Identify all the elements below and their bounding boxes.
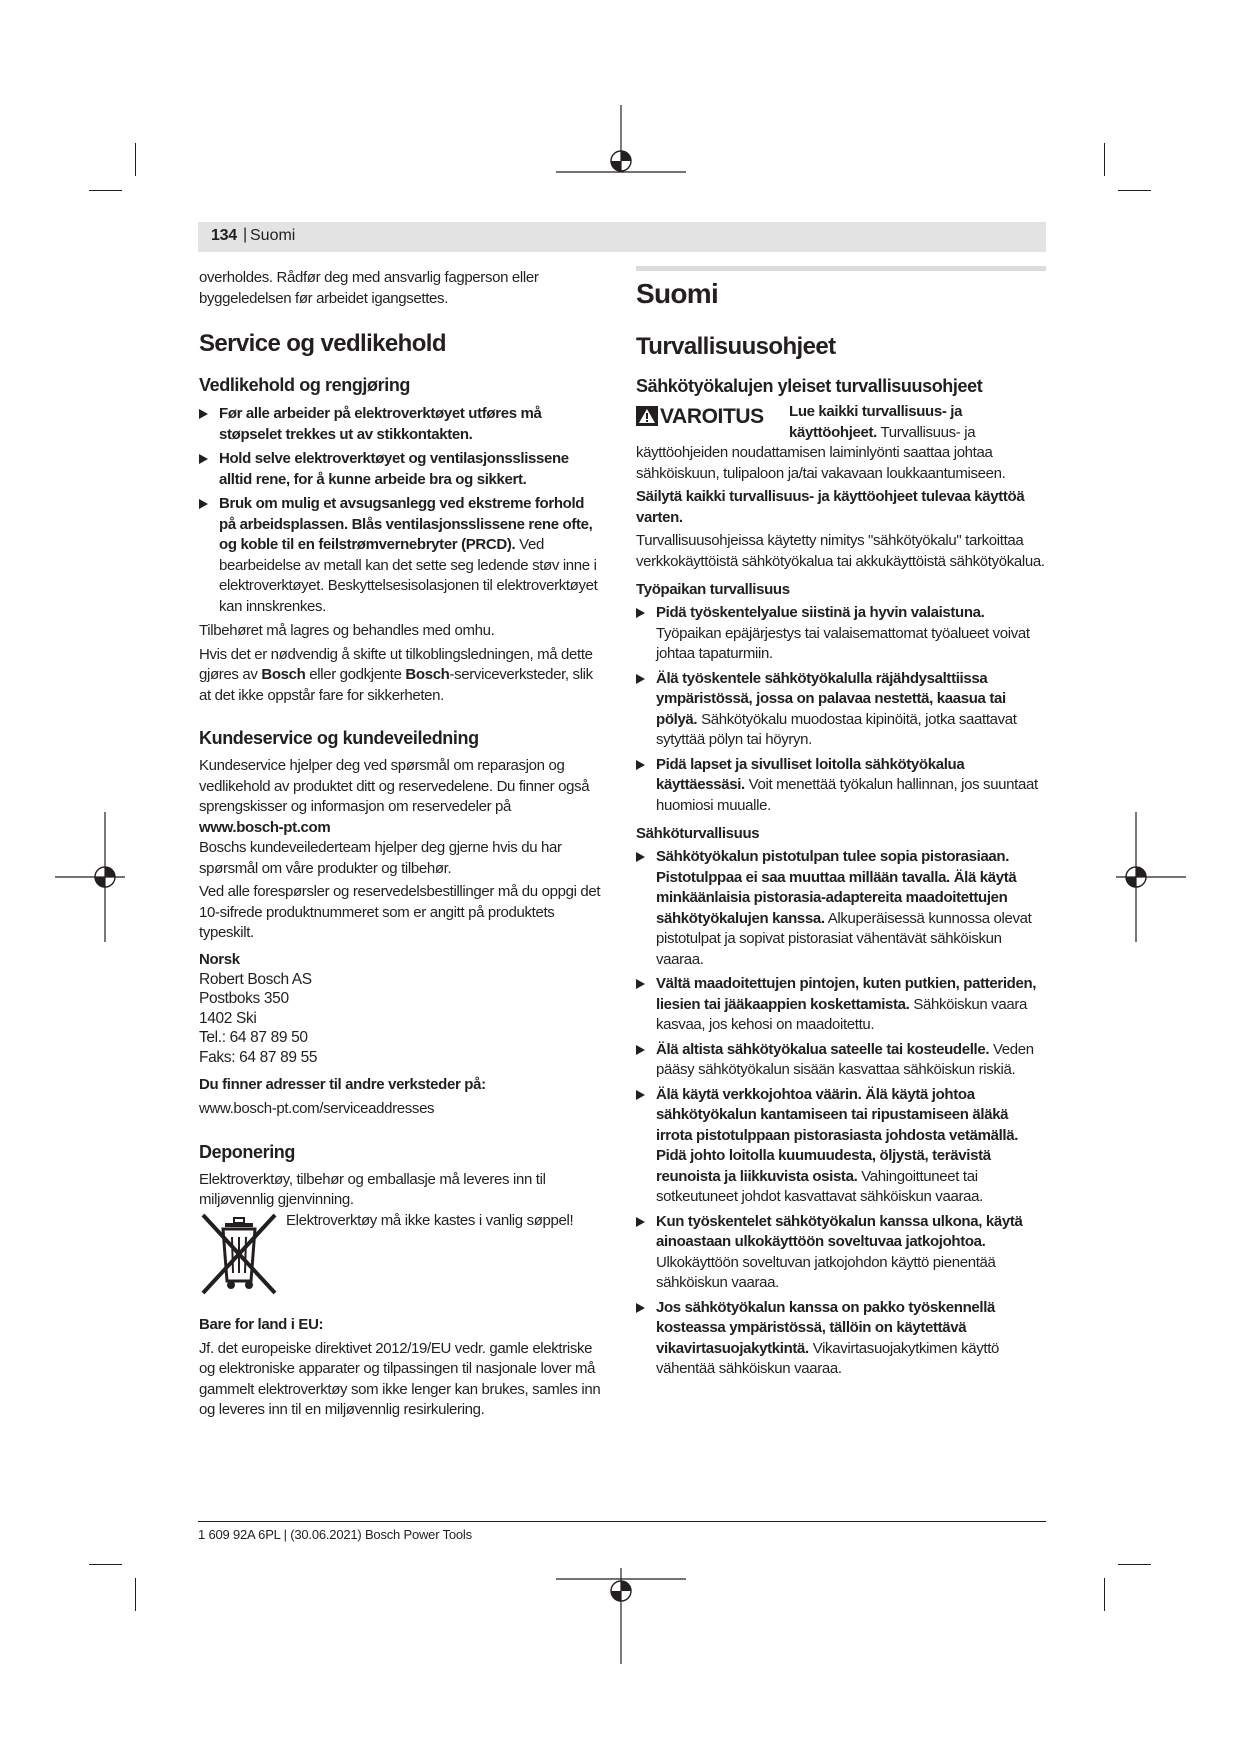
fax-line: Faks: 64 87 89 55	[199, 1048, 318, 1066]
workplace-heading: Työpaikan turvallisuus	[636, 581, 790, 598]
bullet-arrow-icon	[636, 674, 645, 684]
bullet-bold-text: Älä työskentele sähkötyökalulla räjähdysalttiissa ympäristössä, jossa on palavaa nestettä, kaasua tai pölyä.	[656, 669, 1006, 728]
crop-mark	[89, 1564, 122, 1565]
bullet-arrow-icon	[636, 1303, 645, 1313]
electrical-list	[636, 847, 1046, 1380]
language-heading: Suomi	[636, 278, 719, 309]
bullet-text: Sähköiskun vaara kasvaa, jos kehosi on maadoitettu.	[656, 995, 1027, 1033]
bullet-text: Ved bearbeidelse av metall kan det sette seg ledende støv inne i elektroverktøyet. Beskyttelsesisolasjonen til elektroverktøyet kan innskrenkes.	[219, 536, 598, 615]
bullet-text: Sähkötyökalu muodostaa kipinöitä, jotka saattavat sytyttää pölyn tai höyryn.	[656, 710, 1017, 748]
cable-text-part: Hvis det er nødvendig å skifte ut tilkoblingsledningen, må dette gjøres av	[199, 645, 593, 683]
disposal-text: Elektroverktøy, tilbehør og emballasje må leveres inn til miljøvennlig gjenvinning.	[199, 1170, 546, 1208]
list-item	[636, 974, 1046, 1036]
list-item	[199, 494, 604, 617]
warning-label-text: VAROITUS	[660, 405, 764, 428]
bullet-arrow-icon	[636, 760, 645, 770]
bullet-bold-text: Pidä työskentelyalue siistinä ja hyvin valaistuna.	[656, 604, 985, 621]
list-item	[636, 1085, 1046, 1208]
product-number-text: Ved alle forespørsler og reservedelsbestillinger må du oppgi det 10-sifrede produktnummeret som er angitt på produktets typeskilt.	[199, 883, 601, 941]
bullet-arrow-icon	[636, 1045, 645, 1055]
weee-text: Elektroverktøy må ikke kastes i vanlig søppel!	[286, 1211, 574, 1229]
bullet-bold-text: Før alle arbeider på elektroverktøyet utføres må støpselet trekkes ut av stikkontakten.	[219, 405, 542, 443]
registration-mark-icon	[1116, 812, 1186, 942]
bullet-text: Veden pääsy sähkötyökalun sisään kasvattaa sähköiskun riskiä.	[656, 1040, 1034, 1078]
intro-text: overholdes. Rådfør deg med ansvarlig fagperson eller byggeledelsen før arbeidet igangsettes.	[199, 269, 539, 307]
service-heading: Service og vedlikehold	[199, 330, 446, 357]
crop-mark	[1118, 1564, 1151, 1565]
bullet-arrow-icon	[636, 1090, 645, 1100]
crop-mark	[89, 190, 122, 191]
bullet-bold-text: Jos sähkötyökalun kanssa on pakko työskennellä kosteassa ympäristössä, tällöin on käytettävä vikavirtasuojakytkintä.	[656, 1298, 996, 1357]
footer-rule	[198, 1521, 1046, 1522]
bullet-bold-text: Kun työskentelet sähkötyökalun kanssa ulkona, käytä ainoastaan ulkokäyttöön soveltuvaa jatkojohtoa.	[656, 1212, 1023, 1250]
page-number: 134	[211, 227, 237, 244]
address-block	[199, 970, 604, 1068]
weee-notice	[199, 1211, 604, 1301]
registration-mark-icon	[556, 1568, 686, 1664]
bullet-arrow-icon	[636, 852, 645, 862]
right-column	[636, 278, 1046, 1384]
maintenance-list	[199, 404, 604, 617]
customer-text: Kundeservice hjelper deg ved spørsmål om reparasjon og vedlikehold av produktet ditt og reservedelene. Du finner også sprengskisser og informasjon om reservedeler på	[199, 757, 590, 815]
header-language: Suomi	[250, 227, 296, 244]
brand-text: Bosch	[405, 666, 450, 683]
list-item	[636, 1212, 1046, 1294]
crop-mark	[1118, 190, 1151, 191]
country-heading: Norsk	[199, 950, 240, 968]
bullet-text: Voit menettää työkalun hallinnan, jos suuntaat huomiosi muualle.	[656, 776, 1038, 814]
disposal-heading: Deponering	[199, 1141, 296, 1162]
cable-text-part: -serviceverksteder, slik at det ikke oppstår fare for sikkerheten.	[199, 666, 593, 704]
safety-heading: Turvallisuusohjeet	[636, 333, 836, 360]
bullet-text: Alkuperäisessä kunnossa olevat pistotulpat ja sopivat pistorasiat vähentävät sähköiskun vaaraa.	[656, 909, 1032, 968]
bullet-bold-text: Pidä lapset ja sivulliset loitolla sähkötyökalua käyttäessäsi.	[656, 755, 965, 793]
crop-mark	[135, 1578, 136, 1611]
cable-text	[199, 645, 604, 707]
address-line: Robert Bosch AS	[199, 970, 312, 988]
list-item	[636, 755, 1046, 817]
list-item	[199, 449, 604, 490]
bullet-text: Vikavirtasuojakytkimen käyttö vähentää sähköiskun vaaraa.	[656, 1339, 1000, 1377]
list-item	[636, 669, 1046, 751]
bullet-bold-text: Hold selve elektroverktøyet og ventilasjonsslissene alltid rene, for å kunne arbeide bra og sikkert.	[219, 450, 569, 488]
warning-text: Turvallisuus- ja käyttöohjeiden noudattamisen laiminlyönti saattaa johtaa sähköiskuun, tulipaloon ja/tai vakavaan loukkaantumiseen.	[636, 423, 1006, 482]
warning-label-box	[636, 402, 789, 442]
general-safety-heading: Sähkötyökalujen yleiset turvallisuusohjeet	[636, 376, 983, 396]
list-item	[636, 847, 1046, 970]
header-separator: |	[243, 226, 248, 243]
warning-label	[636, 406, 764, 428]
workplace-list	[636, 603, 1046, 816]
list-item	[636, 1298, 1046, 1380]
address-line: Postboks 350	[199, 990, 289, 1007]
warning-triangle-icon	[636, 406, 658, 426]
warning-block	[636, 402, 1046, 484]
term-definition-text: Turvallisuusohjeissa käytetty nimitys "sähkötyökalu" tarkoittaa verkkokäyttöistä sähkötyökalua tai akkukäyttöistä sähkötyökalua.	[636, 532, 1045, 570]
bullet-bold-text: Vältä maadoitettujen pintojen, kuten putkien, patteriden, liesien tai jääkaappien koskettamista.	[656, 975, 1037, 1013]
eu-directive-text: Jf. det europeiske direktivet 2012/19/EU vedr. gamle elektriske og elektroniske apparater og tilpassingen til nasjonale lover må gammelt elektroverktøy som ikke lenger kan brukes, samles inn og leveres inn til en miljøvennlig resirkulering.	[199, 1339, 601, 1418]
crop-mark	[1104, 143, 1105, 176]
addresses-heading: Du finner adresser til andre verksteder på:	[199, 1076, 486, 1093]
phone-line: Tel.: 64 87 89 50	[199, 1029, 308, 1046]
bullet-arrow-icon	[636, 608, 645, 618]
keep-instructions-text: Säilytä kaikki turvallisuus- ja käyttöohjeet tulevaa käyttöä varten.	[636, 488, 1025, 526]
warning-bold-text: Lue kaikki turvallisuus- ja käyttöohjeet.	[789, 403, 963, 441]
bullet-text: Ulkokäyttöön soveltuvan jatkojohdon käyttö pienentää sähköiskun vaaraa.	[656, 1253, 996, 1291]
bullet-text: Työpaikan epäjärjestys tai valaisemattomat työalueet voivat johtaa tapaturmiin.	[656, 624, 1030, 662]
eu-heading: Bare for land i EU:	[199, 1315, 324, 1333]
maintenance-heading: Vedlikehold og rengjøring	[199, 375, 411, 395]
list-item	[199, 404, 604, 445]
bullet-bold-text: Sähkötyökalun pistotulpan tulee sopia pistorasiaan. Pistotulppaa ei saa muuttaa millään tavalla. Älä käytä minkäänlaisia pistorasia-adaptereita maadoitettujen sähkötyökalujen kanssa.	[656, 848, 1017, 927]
left-column	[199, 268, 604, 1424]
bullet-arrow-icon	[199, 454, 208, 464]
team-text: Boschs kundeveilederteam hjelper deg gjerne hvis du har spørsmål om våre produkter og tilbehør.	[199, 839, 562, 877]
website-link[interactable]: www.bosch-pt.com	[199, 818, 331, 836]
registration-mark-icon	[55, 812, 125, 942]
bullet-text: Vahingoittuneet tai sotkeutuneet johdot kasvattavat sähköiskun vaaraa.	[656, 1167, 983, 1205]
registration-mark-icon	[556, 105, 686, 203]
brand-text: Bosch	[261, 666, 306, 683]
page-header	[198, 222, 1046, 252]
service-addresses-link[interactable]: www.bosch-pt.com/serviceaddresses	[199, 1100, 435, 1117]
bullet-arrow-icon	[199, 409, 208, 419]
crossed-out-bin-icon	[199, 1211, 279, 1297]
crop-mark	[1104, 1578, 1105, 1611]
electrical-heading: Sähköturvallisuus	[636, 825, 760, 842]
accessories-text: Tilbehøret må lagres og behandles med omhu.	[199, 622, 495, 639]
bullet-bold-text: Älä altista sähkötyökalua sateelle tai kosteudelle.	[656, 1040, 990, 1058]
page-footer: 1 609 92A 6PL | (30.06.2021) Bosch Power Tools	[198, 1527, 472, 1542]
customer-service-heading: Kundeservice og kundeveiledning	[199, 728, 479, 748]
address-line: 1402 Ski	[199, 1009, 257, 1027]
section-rule	[636, 266, 1046, 271]
bullet-arrow-icon	[199, 499, 208, 509]
bullet-bold-text: Bruk om mulig et avsugsanlegg ved ekstreme forhold på arbeidsplassen. Blås ventilasjonsslissene rene ofte, og koble til en feilstrømvernebryter (PRCD).	[219, 495, 593, 553]
list-item	[636, 1040, 1046, 1081]
bullet-bold-text: Älä käytä verkkojohtoa väärin. Älä käytä johtoa sähkötyökalun kantamiseen tai ripustamiseen äläkä irrota pistotulppaan pistorasiasta johdosta vetämällä. Pidä johto loitolla kuumuudesta, öljystä, terävistä reunoista ja liikkuvista osista.	[656, 1085, 1019, 1185]
bullet-arrow-icon	[636, 1217, 645, 1227]
cable-text-part: eller godkjente	[305, 666, 406, 683]
list-item	[636, 603, 1046, 665]
bullet-arrow-icon	[636, 979, 645, 989]
crop-mark	[135, 143, 136, 176]
